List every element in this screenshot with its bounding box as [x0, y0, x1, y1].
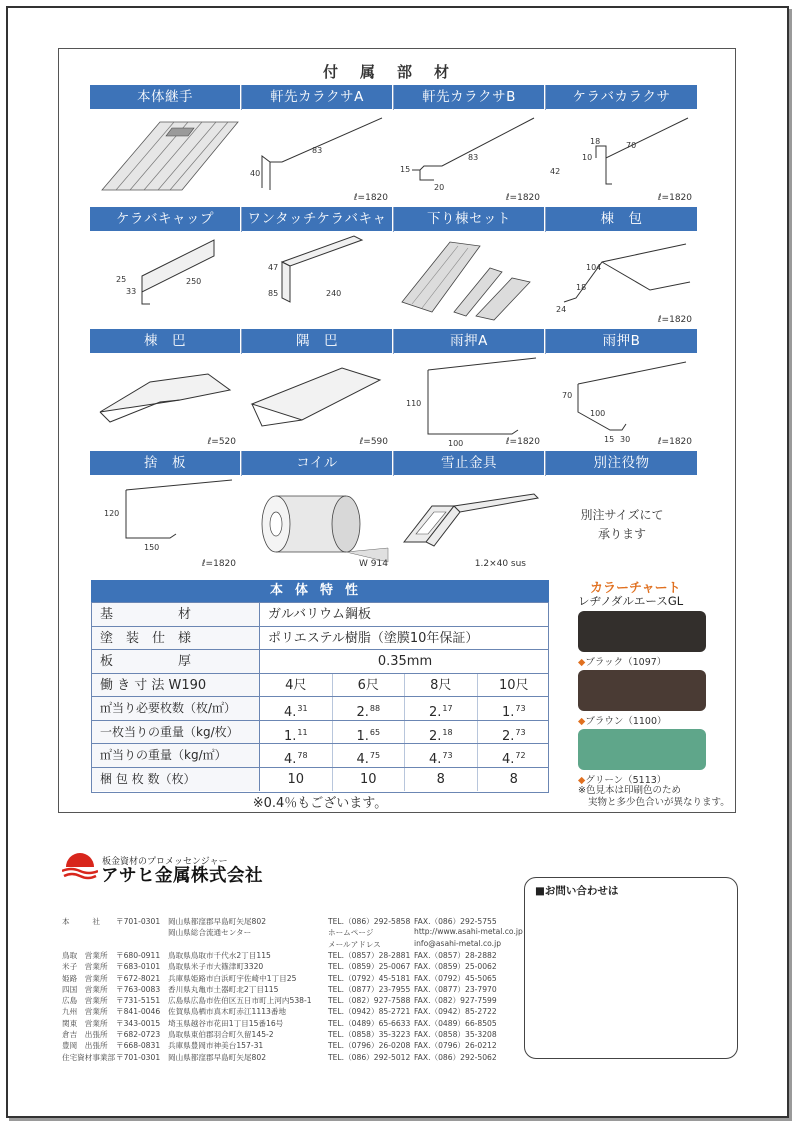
dim-label: 24 — [556, 305, 567, 314]
office-addr: 鳥取県東伯郡羽合町久留145-2 — [168, 1030, 274, 1039]
office-row — [62, 1052, 522, 1063]
office-region: 倉吉 出張所 — [62, 1030, 108, 1039]
office-row — [62, 1018, 522, 1029]
accessory-cell — [90, 207, 242, 329]
office-fax: FAX.（0489）66-8505 — [414, 1018, 497, 1028]
spec-label: ㎡当りの重量（kg/㎡） — [92, 744, 260, 767]
spec-table — [91, 580, 549, 602]
dim-label: 250 — [186, 277, 202, 286]
spec-label: 塗 装 仕 様 — [92, 627, 260, 650]
accessory-row — [90, 451, 698, 573]
spec-label: 働 き 寸 法 W190 — [92, 674, 260, 697]
dim-label: 42 — [550, 167, 561, 176]
office-tel: TEL.（0796）26-0208 — [328, 1041, 411, 1051]
office-fax: info@asahi-metal.co.jp — [414, 938, 502, 948]
accessory-name: コイル — [242, 451, 393, 475]
office-fax: FAX.（0857）28-2882 — [414, 950, 497, 960]
size-header: 4尺 — [260, 674, 333, 697]
office-fax: FAX.（0792）45-5065 — [414, 973, 497, 983]
accessory-name: ケラバカラクサ — [546, 85, 698, 109]
eave-a-illustration — [242, 110, 394, 207]
office-fax: FAX.（0858）35-3208 — [414, 1030, 497, 1039]
dim-label: 85 — [268, 289, 279, 298]
spec-value: 2.17 — [405, 697, 478, 720]
accessory-cell — [242, 207, 394, 329]
size-header: 10尺 — [498, 677, 529, 693]
dim-label: 18 — [590, 137, 601, 146]
office-region: 九州 営業所 — [62, 1007, 108, 1017]
dim-label: 240 — [326, 289, 342, 298]
office-fax: http://www.asahi-metal.co.jp — [414, 927, 523, 937]
office-zip: 〒343-0015 — [116, 1018, 161, 1028]
office-fax: FAX.（082）927-7599 — [414, 996, 497, 1006]
office-tel: TEL.（086）292-5858 — [328, 917, 411, 926]
office-fax: FAX.（0942）85-2722 — [414, 1007, 497, 1017]
spec-label: 梱 包 枚 数（枚） — [92, 768, 260, 792]
office-zip: 〒701-0301 — [116, 1052, 161, 1062]
office-zip: 〒701-0301 — [116, 917, 161, 926]
office-tel: TEL.（0859）25-0067 — [328, 962, 411, 972]
spec-row — [92, 697, 548, 721]
accessory-name: 別注役物 — [546, 451, 698, 475]
dim-label: 33 — [126, 287, 137, 296]
accessory-cell — [242, 451, 394, 573]
accessory-cell — [242, 85, 394, 207]
accessory-row — [90, 85, 698, 207]
office-addr: 佐賀県鳥栖市真木町赤江1113番地 — [168, 1007, 287, 1017]
accessory-cell — [242, 329, 394, 451]
spec-label: ㎡当り必要枚数（枚/㎡） — [92, 697, 260, 720]
accessory-name: 軒先カラクサA — [242, 85, 393, 109]
accessory-cell — [90, 451, 242, 573]
accessory-name: 雨押A — [394, 329, 545, 353]
flashing-a-illustration — [394, 354, 546, 451]
verge-cap-illustration — [90, 232, 242, 329]
dim-label: 18 — [576, 283, 587, 292]
office-addr: 鳥取県米子市大篠津町3320 — [168, 962, 264, 972]
dim-label: 30 — [620, 435, 631, 444]
office-row — [62, 973, 522, 984]
office-fax: FAX.（0859）25-0062 — [414, 962, 497, 972]
accessory-cell — [394, 451, 546, 573]
spec-value: 8 — [405, 768, 478, 792]
office-addr: 岡山県都窪郡早島町矢尾802 — [168, 1052, 267, 1062]
office-fax: FAX.（086）292-5755 — [414, 917, 497, 926]
color-label: ◆ブラウン（1100） — [578, 716, 667, 727]
office-tel: ホームページ — [328, 928, 374, 938]
company-name: アサヒ金属株式会社 — [101, 866, 263, 886]
spec-label: 基 材 — [92, 603, 260, 626]
accessory-name: 棟 巴 — [90, 329, 241, 353]
dim-label: 100 — [590, 409, 606, 418]
note-line: 実物と多少色合いが異なります。 — [588, 797, 730, 808]
accessory-cell — [546, 329, 698, 451]
length-label: ℓ=1820 — [201, 559, 236, 569]
office-tel: TEL.（0489）65-6633 — [328, 1018, 411, 1028]
accessory-name: 本体継手 — [90, 85, 241, 109]
spec-value: 4.75 — [333, 744, 406, 767]
office-tel: TEL.（0792）45-5181 — [328, 973, 411, 983]
company-tagline: 板金資材のプロメッセンジャー — [102, 857, 228, 867]
size-header: 6尺 — [333, 674, 406, 697]
accessory-name: 下り棟セット — [394, 207, 545, 231]
dim-label: 15 — [400, 165, 411, 174]
spec-note: ※0.4％もございます。 — [252, 796, 388, 811]
custom-order-cell — [546, 476, 698, 573]
length-label: ℓ=1820 — [505, 193, 540, 203]
length-label: ℓ=590 — [359, 437, 388, 447]
accessory-cell — [546, 207, 698, 329]
office-region: 住宅資材事業部 — [62, 1052, 116, 1062]
dim-label: 100 — [448, 439, 464, 448]
office-addr: 兵庫県豊岡市神美台157-31 — [168, 1041, 264, 1051]
spec-value: 10 — [260, 768, 333, 792]
office-region: 四国 営業所 — [62, 984, 108, 994]
color-chart-subtitle: レヂノダルエースGL — [578, 594, 684, 608]
custom-order-line1: 別注サイズにて — [580, 508, 664, 522]
office-zip: 〒841-0046 — [116, 1007, 161, 1017]
length-label: ℓ=520 — [207, 437, 236, 447]
custom-order-note — [546, 506, 698, 544]
spec-row — [92, 627, 548, 651]
snow-guard-illustration — [394, 476, 546, 573]
flashing-b-illustration — [546, 354, 698, 451]
spec-row — [92, 674, 548, 698]
office-fax: FAX.（086）292-5062 — [414, 1052, 497, 1062]
office-addr: 埼玉県越谷市花田1丁目15番16号 — [168, 1018, 284, 1028]
spec-value: 4.73 — [405, 744, 478, 767]
page-title: 付属部材 — [322, 63, 471, 81]
dim-label: 110 — [406, 399, 422, 408]
accessory-cell — [394, 207, 546, 329]
company-logo-icon — [62, 847, 98, 883]
office-tel: TEL.（0857）28-2881 — [328, 950, 411, 960]
accessory-cell — [90, 329, 242, 451]
accessory-cell — [546, 451, 698, 573]
office-region: 姫路 営業所 — [62, 973, 108, 983]
dim-label: 47 — [268, 263, 279, 272]
ridge-cover-illustration — [546, 232, 698, 329]
length-label: 1.2×40 sus — [474, 559, 526, 569]
color-chart-note — [578, 785, 738, 809]
size-header: 8尺 — [405, 674, 478, 697]
verge-illustration — [546, 110, 698, 207]
accessory-name: 捨 板 — [90, 451, 241, 475]
dim-label: 15 — [604, 435, 615, 444]
spec-title: 本体特性 — [91, 580, 549, 602]
office-row — [62, 1006, 522, 1017]
office-row — [62, 939, 522, 950]
accessory-cell — [394, 329, 546, 451]
length-label: ℓ=1820 — [657, 315, 692, 325]
office-row — [62, 1040, 522, 1051]
office-row — [62, 916, 522, 927]
spec-row — [92, 768, 548, 792]
office-row — [62, 1029, 522, 1040]
spec-value: 1.65 — [333, 721, 406, 744]
spec-value: ガルバリウム鋼板 — [268, 607, 371, 622]
note-line: ※色見本は印刷色のため — [578, 785, 681, 796]
spec-value: ポリエステル樹脂（塗膜10年保証） — [268, 630, 479, 646]
office-row — [62, 995, 522, 1006]
color-swatch-brown — [578, 670, 706, 711]
color-label: ◆ブラック（1097） — [578, 657, 667, 668]
dim-label: 10 — [582, 153, 593, 162]
office-addr: 広島県広島市佐伯区五日市町上河内538-1 — [168, 996, 312, 1006]
accessory-name: 軒先カラクサB — [394, 85, 545, 109]
length-label: ℓ=1820 — [505, 437, 540, 447]
spec-value: 1.73 — [501, 704, 526, 720]
dim-label: 20 — [434, 183, 445, 192]
color-swatch-black — [578, 611, 706, 652]
joint-illustration — [90, 110, 242, 207]
spec-label: 板 厚 — [92, 650, 260, 673]
spec-value: 4.72 — [501, 751, 526, 767]
spec-value: 2.18 — [405, 721, 478, 744]
spec-label: 一枚当りの重量（kg/枚） — [92, 721, 260, 744]
spec-value: 0.35mm — [377, 654, 433, 669]
accessory-name: ワンタッチケラバキャ — [242, 207, 393, 231]
spec-value: 4.78 — [260, 744, 333, 767]
office-fax: FAX.（0877）23-7970 — [414, 984, 497, 994]
coil-illustration — [242, 476, 394, 573]
dim-label: 40 — [250, 169, 261, 178]
dim-label: 70 — [626, 141, 637, 150]
custom-order-line2: 承ります — [597, 527, 646, 541]
office-row — [62, 961, 522, 972]
office-zip: 〒672-8021 — [116, 973, 161, 983]
accessory-name: 棟 包 — [546, 207, 698, 231]
spec-value: 2.88 — [333, 697, 406, 720]
office-zip: 〒763-0083 — [116, 984, 161, 994]
color-label: ◆グリーン（5113） — [578, 775, 667, 786]
office-region: 豊岡 出張所 — [62, 1041, 108, 1051]
spec-row — [92, 603, 548, 627]
length-label: ℓ=1820 — [657, 193, 692, 203]
dim-label: 120 — [104, 509, 120, 518]
office-region: 鳥取 営業所 — [62, 950, 108, 960]
base-plate-illustration — [90, 476, 242, 573]
office-region: 関東 営業所 — [62, 1018, 108, 1028]
spec-value: 1.11 — [260, 721, 333, 744]
color-swatch-green — [578, 729, 706, 770]
contact-box — [524, 877, 738, 1059]
office-fax: FAX.（0796）26-0212 — [414, 1041, 497, 1051]
office-addr: 兵庫県姫路市白浜町宇佐崎中1丁目25 — [168, 973, 297, 983]
office-row — [62, 984, 522, 995]
spec-value: 8 — [509, 771, 518, 787]
office-tel: TEL.（0877）23-7955 — [328, 984, 411, 994]
dim-label: 104 — [586, 263, 602, 272]
spec-value: 10 — [333, 768, 406, 792]
spec-table-body — [91, 602, 549, 793]
hip-set-illustration — [394, 232, 546, 329]
contact-label: ■お問い合わせは — [535, 885, 619, 897]
office-addr: 岡山県総合流通センター — [168, 928, 252, 938]
onetouch-cap-illustration — [242, 232, 394, 329]
office-zip: 〒683-0101 — [116, 962, 161, 972]
dim-label: 83 — [312, 146, 323, 155]
accessory-name: 雪止金具 — [394, 451, 545, 475]
spec-value: 4.31 — [260, 697, 333, 720]
office-addr: 鳥取県鳥取市千代水2丁目115 — [168, 950, 271, 960]
accessory-name: 隅 巴 — [242, 329, 393, 353]
office-tel: メールアドレス — [328, 939, 381, 949]
color-chart-title: カラーチャート — [590, 581, 681, 596]
length-label: ℓ=1820 — [353, 193, 388, 203]
corner-end-illustration — [242, 354, 394, 451]
spec-row — [92, 650, 548, 674]
office-tel: TEL.（086）292-5012 — [328, 1052, 411, 1062]
accessory-cell — [90, 85, 242, 207]
dim-label: 150 — [144, 543, 160, 552]
office-region: 広島 営業所 — [62, 996, 108, 1006]
office-zip: 〒668-0831 — [116, 1041, 161, 1051]
accessory-row — [90, 207, 698, 329]
dim-label: 70 — [562, 391, 573, 400]
office-zip: 〒731-5151 — [116, 996, 161, 1006]
office-addr: 香川県丸亀市土器町北2丁目115 — [168, 984, 279, 994]
spec-row — [92, 744, 548, 768]
office-row — [62, 927, 522, 938]
spec-value: 2.73 — [501, 727, 526, 744]
accessory-row — [90, 329, 698, 451]
ridge-end-illustration — [90, 354, 242, 451]
office-region: 米子 営業所 — [62, 962, 108, 972]
office-region: 本 社 — [62, 917, 100, 926]
office-tel: TEL.（0942）85-2721 — [328, 1007, 411, 1017]
length-label: ℓ=1820 — [657, 437, 692, 447]
office-row — [62, 950, 522, 961]
office-addr: 岡山県都窪郡早島町矢尾802 — [168, 917, 267, 926]
office-zip: 〒680-0911 — [116, 950, 161, 960]
dim-label: 25 — [116, 275, 127, 284]
accessory-name: ケラバキャップ — [90, 207, 241, 231]
spec-row — [92, 721, 548, 745]
accessory-cell — [546, 85, 698, 207]
accessory-cell — [394, 85, 546, 207]
dim-label: 83 — [468, 153, 479, 162]
accessory-name: 雨押B — [546, 329, 698, 353]
eave-b-illustration — [394, 110, 546, 207]
length-label: W 914 — [359, 559, 388, 569]
office-tel: TEL.（0858）35-3223 — [328, 1030, 411, 1039]
office-zip: 〒682-0723 — [116, 1030, 161, 1039]
office-tel: TEL.（082）927-7588 — [328, 996, 411, 1006]
